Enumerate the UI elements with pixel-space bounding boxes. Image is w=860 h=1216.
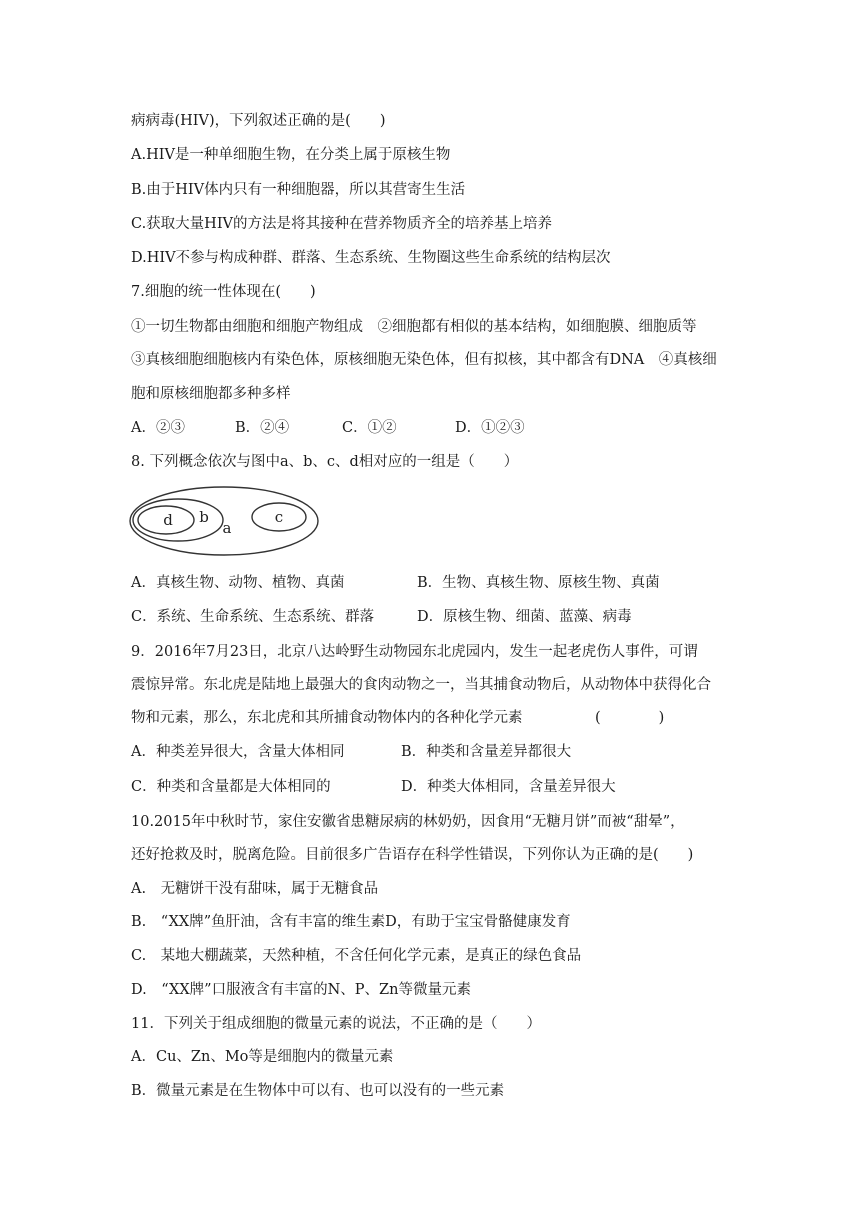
q6-option-c: C.获取大量HIV的方法是将其接种在营养物质齐全的培养基上培养	[131, 216, 553, 232]
q7-statement-line-3: 胞和原核细胞都多种多样	[131, 386, 291, 402]
q8-concept-diagram	[128, 484, 328, 558]
q6-stem: 病病毒(HIV)，下列叙述正确的是( )	[131, 113, 386, 129]
q10-option-b: B. “XX牌”鱼肝油，含有丰富的维生素D，有助于宝宝骨骼健康发育	[131, 914, 571, 930]
q7-statement-line-1: ①一切生物都由细胞和细胞产物组成 ②细胞都有相似的基本结构，如细胞膜、细胞质等	[131, 319, 697, 335]
q6-option-a: A.HIV是一种单细胞生物，在分类上属于原核生物	[131, 147, 451, 163]
q7-stem: 7.细胞的统一性体现在( )	[131, 284, 316, 300]
q8-option-c: C．系统、生命系统、生态系统、群落	[131, 609, 375, 625]
q9-option-a: A．种类差异很大，含量大体相同	[131, 744, 345, 760]
label-b: b	[199, 508, 209, 526]
q8-option-b: B．生物、真核生物、原核生物、真菌	[417, 575, 660, 591]
q8-option-d: D．原核生物、细菌、蓝藻、病毒	[417, 609, 632, 625]
q6-option-d: D.HIV不参与构成种群、群落、生态系统、生物圈这些生命系统的结构层次	[131, 250, 611, 266]
q9-stem-line-2: 震惊异常。东北虎是陆地上最强大的食肉动物之一，当其捕食动物后，从动物体中获得化合	[131, 677, 711, 693]
q8-stem: 8. 下列概念依次与图中a、b、c、d相对应的一组是（ ）	[131, 454, 519, 470]
q7-option-d: D．①②③	[455, 420, 525, 436]
q9-option-d: D．种类大体相同，含量差异很大	[401, 779, 616, 795]
q10-option-d: D. “XX牌”口服液含有丰富的N、P、Zn等微量元素	[131, 982, 471, 998]
q7-option-a: A．②③	[131, 420, 185, 436]
q9-stem-line-1: 9．2016年7月23日，北京八达岭野生动物园东北虎园内，发生一起老虎伤人事件，可谓	[131, 644, 698, 660]
q9-option-b: B．种类和含量差异都很大	[401, 744, 572, 760]
q7-statement-line-2: ③真核细胞细胞核内有染色体，原核细胞无染色体，但有拟核，其中都含有DNA ④真核细	[131, 352, 717, 368]
q9-option-c: C．种类和含量都是大体相同的	[131, 779, 331, 795]
q9-stem-line-3: 物和元素，那么，东北虎和其所捕食动物体内的各种化学元素 ( )	[131, 710, 665, 726]
q10-stem-line-1: 10.2015年中秋时节，家住安徽省患糖尿病的林奶奶，因食用“无糖月饼”而被“甜晕”，	[131, 814, 685, 830]
q10-option-c: C. 某地大棚蔬菜，天然种植，不含任何化学元素，是真正的绿色食品	[131, 948, 582, 964]
q10-stem-line-2: 还好抢救及时，脱离危险。目前很多广告语存在科学性错误，下列你认为正确的是( )	[131, 847, 694, 863]
q6-option-b: B.由于HIV体内只有一种细胞器，所以其营寄生生活	[131, 182, 466, 198]
q11-option-a: A．Cu、Zn、Mo等是细胞内的微量元素	[131, 1049, 394, 1065]
q11-stem: 11．下列关于组成细胞的微量元素的说法，不正确的是（ ）	[131, 1016, 541, 1032]
label-d: d	[163, 511, 173, 529]
q7-option-c: C．①②	[342, 420, 397, 436]
label-a: a	[222, 519, 232, 537]
q7-option-b: B．②④	[235, 420, 290, 436]
ellipse-b	[133, 499, 223, 541]
q10-option-a: A. 无糖饼干没有甜味，属于无糖食品	[131, 881, 379, 897]
q8-option-a: A．真核生物、动物、植物、真菌	[131, 575, 345, 591]
label-c: c	[274, 508, 284, 526]
q11-option-b: B．微量元素是在生物体中可以有、也可以没有的一些元素	[131, 1083, 505, 1099]
